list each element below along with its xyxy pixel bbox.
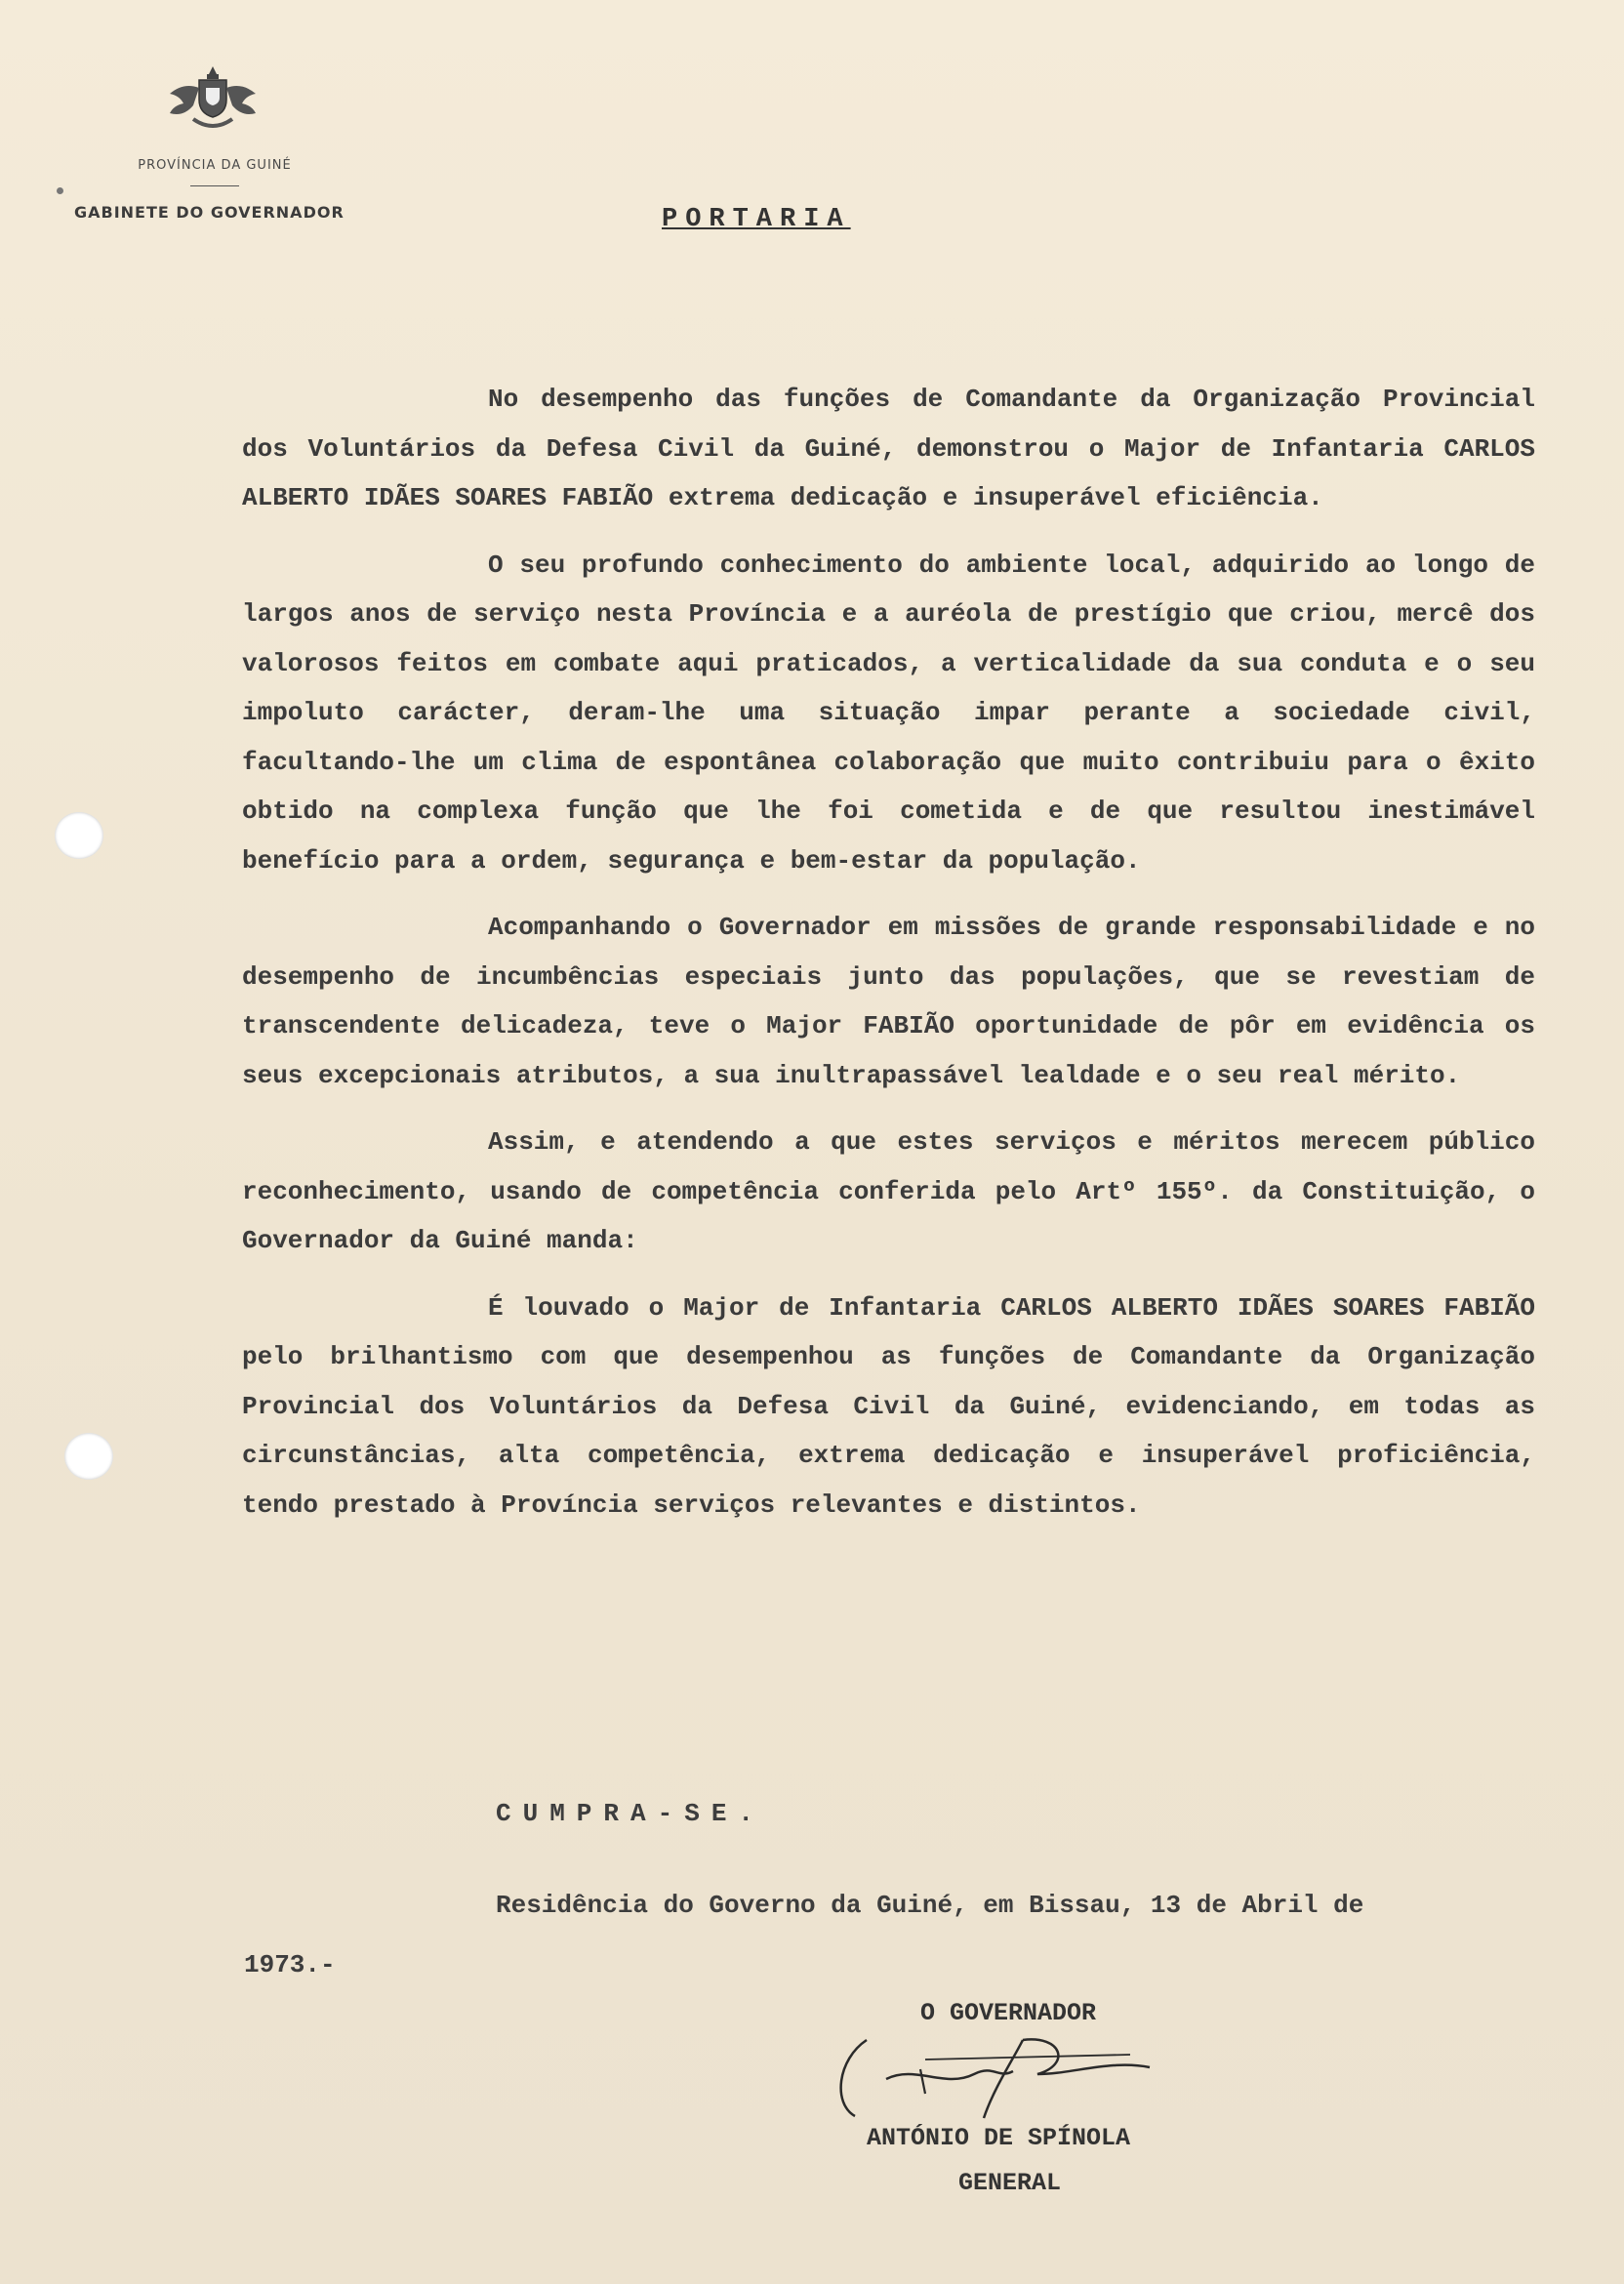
document-title: PORTARIA (662, 205, 851, 234)
closing-order: CUMPRA-SE. (496, 1799, 766, 1828)
punch-hole-top (55, 812, 103, 859)
office-label: GABINETE DO GOVERNADOR (74, 203, 345, 222)
paragraph-1: No desempenho das funções de Comandante da Organização Provincial dos Voluntários da Defesa Civil da Guiné, demonstrou o Major de Infantaria CARLOS ALBERTO IDÃES SOARES FABIÃO extrema dedicação e insuperável eficiência. (242, 385, 1535, 512)
handwritten-signature (828, 2020, 1198, 2128)
signatory-rank: GENERAL (958, 2169, 1062, 2197)
paragraph-3: Acompanhando o Governador em missões de grande responsabilidade e no desempenho de incumbências especiais junto das populações, que se revestiam de transcendente delicadeza, teve o Major FABIÃO oportunidade de pôr em evidência os seus excepcionais atributos, a sua inultrapassável lealdade e o seu real mérito. (242, 913, 1535, 1090)
ink-dot (57, 187, 63, 194)
paragraph-2: O seu profundo conhecimento do ambiente local, adquirido ao longo de largos anos de serviço nesta Província e a auréola de prestígio que criou, mercê dos valorosos feitos em combate aqui praticados, a verticalidade da sua conduta e o seu impoluto carácter, deram-lhe uma situação impar perante a sociedade civil, facultando-lhe um clima de espontânea colaboração que muito contribuiu para o êxito obtido na complexa função que lhe foi cometida e de que resultou inestimável benefício para a ordem, segurança e bem-estar da população. (242, 550, 1535, 876)
document-body (242, 375, 1535, 1547)
coat-of-arms-crest-icon (164, 59, 262, 137)
paragraph-4: Assim, e atendendo a que estes serviços e méritos merecem público reconhecimento, usando de competência conferida pelo Artº 155º. da Constituição, o Governador da Guiné manda: (242, 1127, 1535, 1255)
paragraph-5: É louvado o Major de Infantaria CARLOS ALBERTO IDÃES SOARES FABIÃO pelo brilhantismo com que desempenhou as funções de Comandante da Organização Provincial dos Voluntários da Defesa Civil da Guiné, evidenciando, em todas as circunstâncias, alta competência, extrema dedicação e insuperável proficiência, tendo prestado à Província serviços relevantes e distintos. (242, 1292, 1535, 1520)
signatory-name: ANTÓNIO DE SPÍNOLA (867, 2124, 1131, 2152)
signature-title: O GOVERNADOR (920, 1999, 1097, 2027)
place-date-line: Residência do Governo da Guiné, em Bissau, 13 de Abril de (496, 1891, 1364, 1920)
province-label: PROVÍNCIA DA GUINÉ (138, 158, 292, 173)
year-line: 1973.- (244, 1950, 336, 1979)
header-divider (190, 185, 239, 186)
punch-hole-bottom (64, 1433, 113, 1480)
